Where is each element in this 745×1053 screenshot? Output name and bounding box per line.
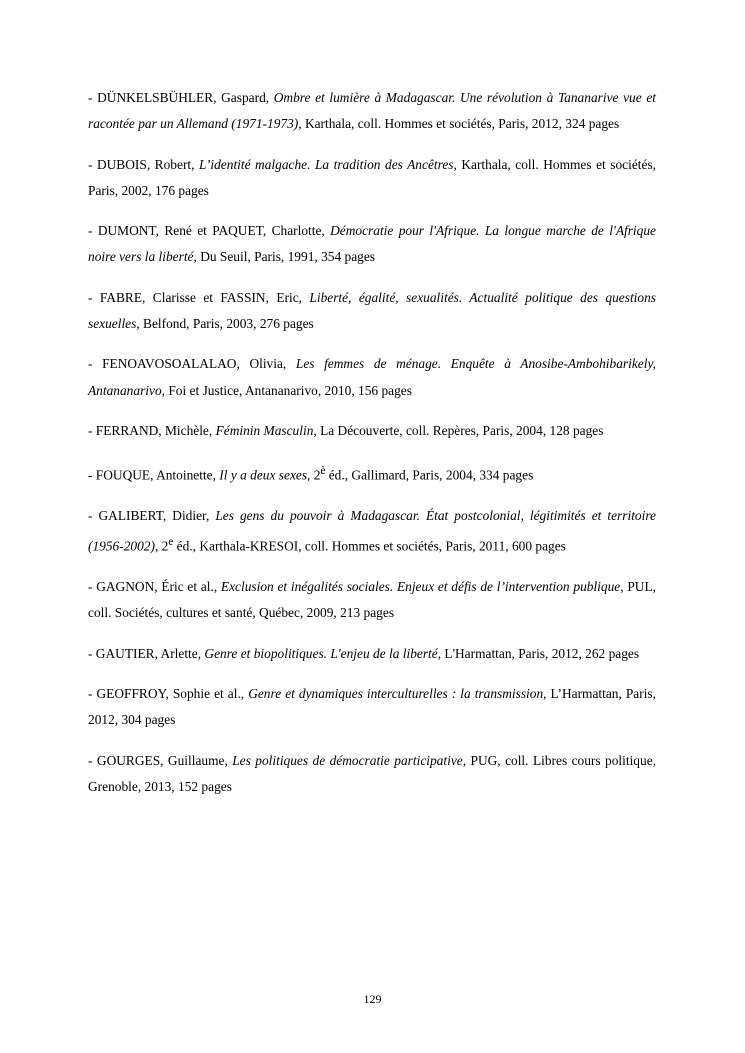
bibliography-entry <box>88 418 656 444</box>
edition-superscript: e <box>168 536 174 549</box>
entry-publication: , 2 <box>307 467 321 483</box>
entry-title: Ombre et lumière à Madagascar. Une révolution à Tananarive vue et racontée par un Allemand (1971-1973) <box>88 90 656 132</box>
entry-title: Liberté, égalité, sexualités. Actualité politique des questions sexuelles <box>88 289 656 332</box>
entry-title: L’identité malgache. La tradition des Ancêtres <box>198 156 454 172</box>
entry-publication-rest: éd., Gallimard, Paris, 2004, 334 pages <box>325 467 534 483</box>
entry-title: Les femmes de ménage. Enquête à Anosibe-Ambohibarikely, Antananarivo <box>88 356 656 398</box>
bibliography-entry <box>88 85 656 138</box>
bibliography-entry <box>88 503 656 560</box>
bibliography-entry <box>88 748 656 801</box>
entry-publication-rest: éd., Karthala-KRESOI, coll. Hommes et sociétés, Paris, 2011, 600 pages <box>173 538 566 554</box>
entry-author: - GOURGES, Guillaume, <box>88 752 233 768</box>
entry-author: - DUMONT, René et PAQUET, Charlotte, <box>88 223 331 239</box>
entry-publication: , L'Harmattan, Paris, 2012, 262 pages <box>437 645 640 661</box>
page-number: 129 <box>363 992 382 1006</box>
entry-publication: , La Découverte, coll. Repères, Paris, 2004, 128 pages <box>313 422 604 438</box>
entry-author: - FENOAVOSOALALAO, Olivia, <box>88 356 296 372</box>
entry-publication: , L’Harmattan, Paris, 2012, 304 pages <box>88 685 656 728</box>
entry-title: Les gens du pouvoir à Madagascar. État postcolonial, légitimités et territoire (1956-2002) <box>88 508 656 554</box>
entry-title: Démocratie pour l'Afrique. La longue marche de l'Afrique noire vers la liberté <box>88 223 656 265</box>
edition-superscript: è <box>320 465 326 478</box>
entry-publication: , Belfond, Paris, 2003, 276 pages <box>136 316 314 332</box>
entry-author: - FERRAND, Michèle, <box>88 422 216 438</box>
entry-author: - GEOFFROY, Sophie et al., <box>88 685 249 701</box>
entry-title: Les politiques de démocratie participative <box>232 752 463 768</box>
entry-publication: , PUG, coll. Libres cours politique, Grenoble, 2013, 152 pages <box>88 752 656 794</box>
bibliography-entry <box>88 574 656 627</box>
bibliography-entry <box>88 152 656 205</box>
bibliography-entry <box>88 641 656 667</box>
entry-title: Féminin Masculin <box>215 422 314 438</box>
entry-publication: , 2 <box>154 538 169 554</box>
entry-author: - FOUQUE, Antoinette, <box>88 467 220 483</box>
entry-author: - DUBOIS, Robert, <box>88 156 199 172</box>
bibliography-list <box>88 85 656 814</box>
entry-author: - FABRE, Clarisse et FASSIN, Eric, <box>88 289 310 305</box>
entry-author: - GAGNON, Éric et al., <box>88 579 221 595</box>
entry-publication: , Karthala, coll. Hommes et sociétés, Paris, 2002, 176 pages <box>88 156 656 198</box>
entry-author: - GAUTIER, Arlette, <box>88 645 205 661</box>
bibliography-entry <box>88 351 656 404</box>
entry-title: Genre et biopolitiques. L'enjeu de la liberté <box>204 645 438 661</box>
bibliography-entry <box>88 285 656 338</box>
entry-author: - GALIBERT, Didier, <box>88 508 216 524</box>
entry-publication: , Du Seuil, Paris, 1991, 354 pages <box>193 249 376 265</box>
entry-publication: , PUL, coll. Sociétés, cultures et santé, Québec, 2009, 213 pages <box>88 579 656 621</box>
entry-title: Exclusion et inégalités sociales. Enjeux et défis de l’intervention publique <box>220 579 621 595</box>
entry-publication: , Karthala, coll. Hommes et sociétés, Paris, 2012, 324 pages <box>298 116 620 132</box>
bibliography-entry <box>88 458 656 489</box>
entry-title: Il y a deux sexes <box>219 467 308 483</box>
bibliography-entry <box>88 218 656 271</box>
entry-publication: , Foi et Justice, Antananarivo, 2010, 156 pages <box>161 382 412 398</box>
bibliography-entry <box>88 681 656 734</box>
entry-author: - DÜNKELSBÜHLER, Gaspard, <box>88 90 274 105</box>
entry-title: Genre et dynamiques interculturelles : la transmission <box>248 685 544 701</box>
